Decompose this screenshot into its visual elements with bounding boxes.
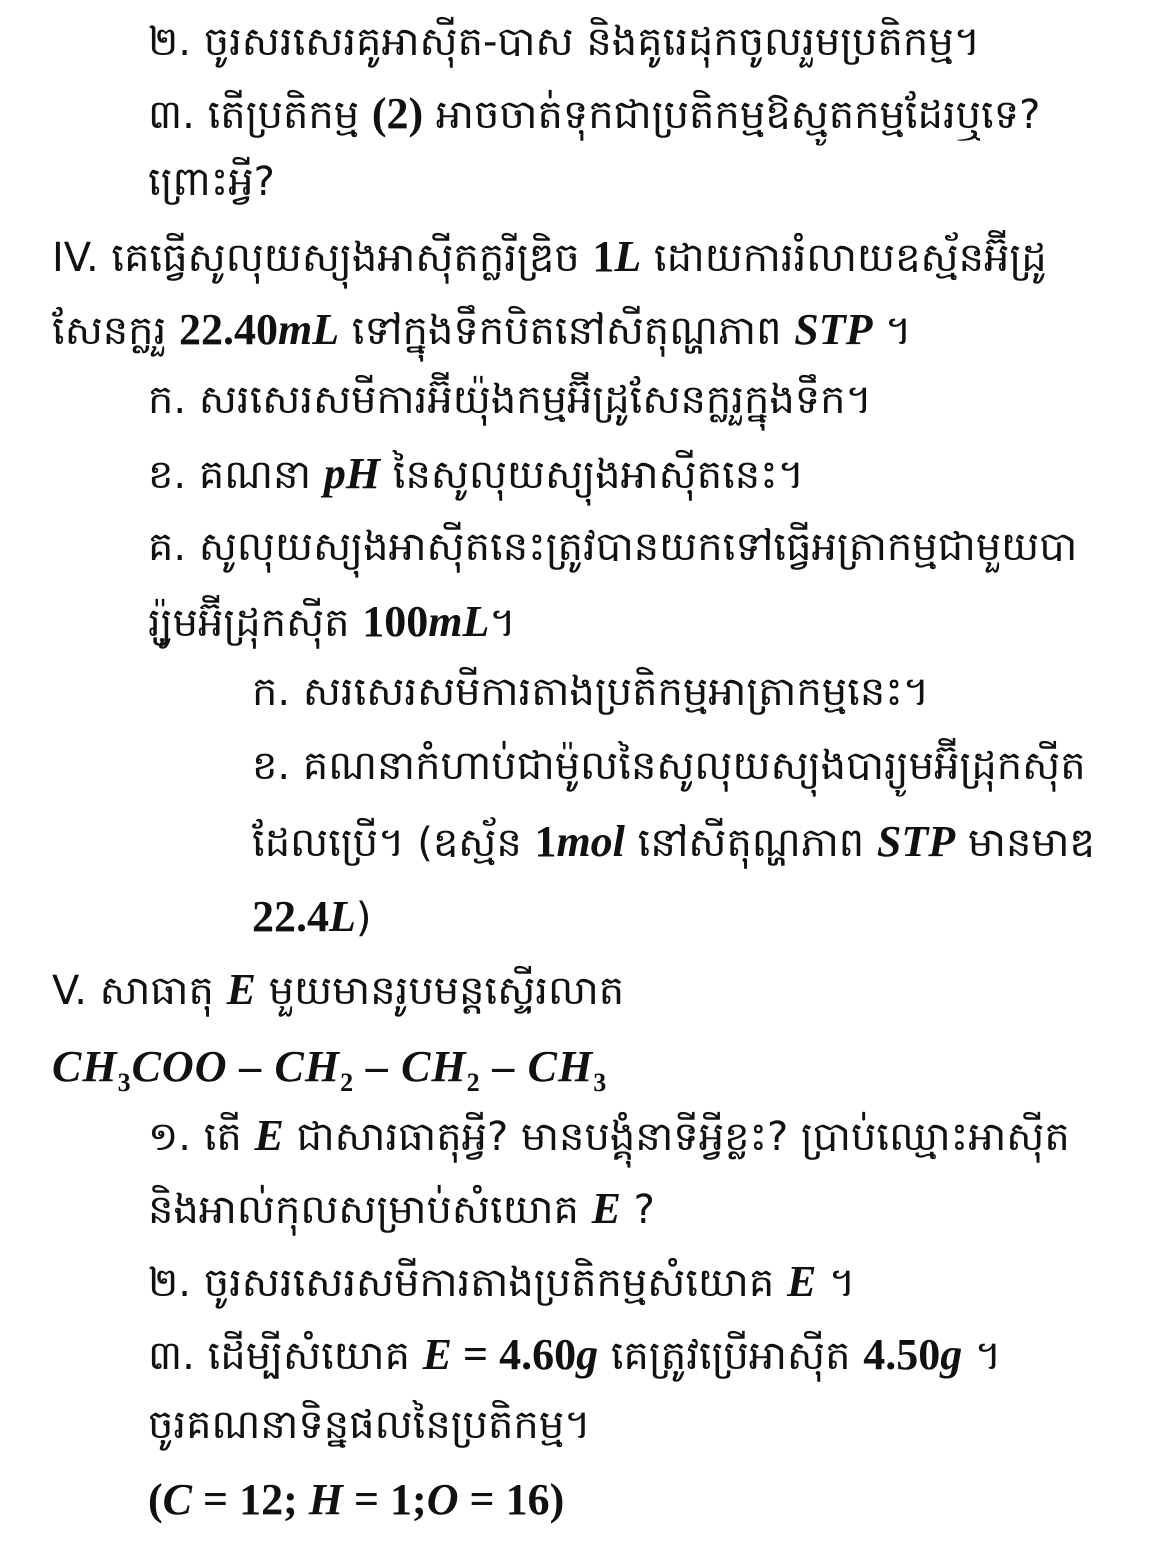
item-3-osmosis-question bbox=[148, 89, 1041, 138]
formula-part: CH bbox=[52, 1042, 118, 1091]
item-kha-ph bbox=[148, 449, 805, 498]
text: ២. ចូរសរសេរសមីការតាងប្រតិកម្មសំយោគ bbox=[148, 1260, 787, 1306]
text: ដោយការរំលាយឧស្ម័នអ៊ីដ្រូ bbox=[641, 235, 1047, 281]
text: និងអាល់កុលសម្រាប់សំយោគ bbox=[148, 1187, 592, 1233]
text: ចូរគណនាទិន្នផលនៃប្រតិកម្ម។ bbox=[148, 1402, 591, 1448]
formula-part: COO – CH bbox=[131, 1042, 341, 1091]
formula-subscript: 3 bbox=[593, 1068, 608, 1097]
formula-subscript: 2 bbox=[466, 1068, 481, 1097]
text: ) bbox=[355, 895, 372, 941]
item-3-yield bbox=[148, 1330, 1002, 1379]
text: អាចចាត់ទុកជាប្រតិកម្មឱស្មូតកម្មដែរឬទេ? bbox=[423, 92, 1041, 138]
text: ។ bbox=[962, 1333, 1002, 1379]
text: ។ bbox=[872, 308, 912, 354]
mass-acid-value: 4.50 bbox=[863, 1330, 941, 1379]
text: ៣. តើប្រតិកម្ម bbox=[148, 92, 372, 138]
base-volume-unit: mL bbox=[428, 597, 490, 646]
compound-e: E bbox=[226, 965, 256, 1014]
stp-label: STP bbox=[794, 305, 873, 354]
text: នៃសូលុយស្យុងអាស៊ីតនេះ។ bbox=[380, 452, 805, 498]
base-volume-value: 100 bbox=[362, 597, 429, 646]
compound-e: E bbox=[254, 1111, 284, 1160]
text: ក. សរសេរសមីការតាងប្រតិកម្មអាត្រាកម្មនេះ។ bbox=[252, 669, 930, 715]
item-ko-titration-cont bbox=[148, 597, 516, 646]
text: ដែលប្រើ។ (ឧស្ម័ន bbox=[252, 820, 535, 866]
text: ។ bbox=[816, 1260, 856, 1306]
subitem-kha-molar-volume bbox=[252, 892, 372, 941]
text: ។ bbox=[489, 600, 516, 646]
section-iv-intro-cont bbox=[52, 305, 912, 354]
section-iv-intro bbox=[52, 232, 1047, 281]
mass-unit: g bbox=[940, 1330, 963, 1379]
atomic-masses bbox=[148, 1475, 565, 1524]
mol-value: 1 bbox=[534, 817, 557, 866]
text: គ. សូលុយស្យុងអាស៊ីតនេះត្រូវបានយកទៅធ្វើអត្រាកម្មជាមួយបា bbox=[148, 524, 1078, 570]
text: ខ. គណនាកំហាប់ជាម៉ូលនៃសូលុយស្យុងបារ្យូមអ៊ីដ្រុកស៊ីត bbox=[252, 743, 1086, 789]
text: រ្យ៉ូមអ៊ីដ្រុកស៊ីត bbox=[148, 600, 363, 646]
compound-e: E bbox=[422, 1330, 453, 1379]
reaction-number: (2) bbox=[371, 89, 424, 138]
text: ជាសារធាតុអ្វី? មានបង្គុំនាទីអ្វីខ្លះ? ប្រាប់ឈ្មោះអាស៊ីត bbox=[283, 1114, 1070, 1160]
text: គេត្រូវប្រើអាស៊ីត bbox=[598, 1333, 864, 1379]
text: IV. គេធ្វើសូលុយស្យុងអាស៊ីតក្លរីឌ្រិច bbox=[52, 235, 593, 281]
element-h: H bbox=[308, 1475, 343, 1524]
item-2-synthesis-equation bbox=[148, 1257, 856, 1306]
compound-e: E bbox=[786, 1257, 817, 1306]
formula-part: – CH bbox=[480, 1042, 594, 1091]
item-ka-ionization bbox=[148, 377, 872, 423]
text: ? bbox=[620, 1187, 655, 1233]
mass-c: = 12; bbox=[192, 1475, 309, 1524]
text: មួយមានរូបមន្តស្ទើរលាត bbox=[255, 968, 625, 1014]
molar-volume-unit: L bbox=[329, 892, 356, 941]
subitem-ka-equation bbox=[252, 669, 930, 715]
text: ទៅក្នុងទឹកបិតនៅសីតុណ្ហភាព bbox=[339, 308, 795, 354]
gas-volume-unit: mL bbox=[277, 305, 340, 354]
stp-label: STP bbox=[876, 817, 956, 866]
compound-e: E bbox=[591, 1184, 621, 1233]
mass-h: = 1; bbox=[342, 1475, 427, 1524]
text: ខ. គណនា bbox=[148, 452, 324, 498]
element-o: O bbox=[426, 1475, 459, 1524]
item-3-why bbox=[148, 159, 275, 205]
text: V. សាធាតុ bbox=[52, 968, 227, 1014]
subitem-kha-concentration-cont bbox=[252, 817, 1095, 866]
formula-subscript: 2 bbox=[340, 1068, 355, 1097]
text: សែនក្លរួ bbox=[52, 308, 179, 354]
item-ko-titration bbox=[148, 524, 1078, 570]
item-1-identify-e bbox=[148, 1111, 1070, 1160]
subitem-kha-concentration bbox=[252, 743, 1086, 789]
text: ៣. ដើម្បីសំយោគ bbox=[148, 1333, 423, 1379]
text: នៅសីតុណ្ហភាព bbox=[624, 820, 877, 866]
gas-volume-value: 22.40 bbox=[178, 305, 278, 354]
section-v-intro bbox=[52, 965, 625, 1014]
text: មានមាឌ bbox=[955, 820, 1095, 866]
element-c: C bbox=[162, 1475, 193, 1524]
mass-unit: g bbox=[576, 1330, 599, 1379]
text: ព្រោះអ្វី? bbox=[148, 159, 275, 205]
text: ក. សរសេរសមីការអ៊ីយ៉ុងកម្មអ៊ីដ្រូសែនក្លរួក្នុងទឹក។ bbox=[148, 377, 872, 423]
molar-volume-value: 22.4 bbox=[252, 892, 329, 941]
item-3-yield-cont bbox=[148, 1402, 591, 1448]
ph-symbol: pH bbox=[323, 449, 381, 498]
structural-formula bbox=[52, 1042, 608, 1097]
text: ១. តើ bbox=[148, 1114, 255, 1160]
item-2-acid-base-pairs bbox=[148, 19, 981, 65]
volume-value: 1 bbox=[592, 232, 615, 281]
formula-subscript: 3 bbox=[117, 1068, 132, 1097]
mass-e-value: = 4.60 bbox=[452, 1330, 577, 1379]
item-1-identify-e-cont bbox=[148, 1184, 655, 1233]
formula-part: – CH bbox=[354, 1042, 467, 1091]
mass-o: = 16) bbox=[458, 1475, 565, 1524]
volume-unit: L bbox=[614, 232, 642, 281]
text: ២. ចូរសរសេរគូអាស៊ីត-បាស និងគូរេដុកចូលរួមប្រតិកម្ម។ bbox=[148, 19, 981, 65]
paren: ( bbox=[148, 1475, 163, 1524]
mol-unit: mol bbox=[556, 817, 625, 866]
